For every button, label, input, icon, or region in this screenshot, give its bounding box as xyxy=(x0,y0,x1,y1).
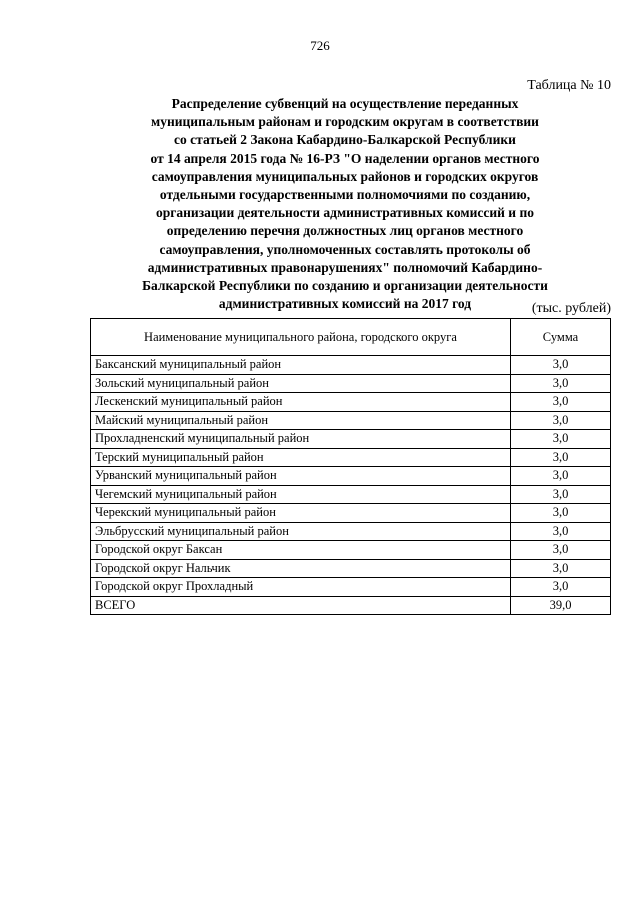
row-sum: 3,0 xyxy=(511,374,611,393)
row-name: Чегемский муниципальный район xyxy=(91,485,511,504)
table-row xyxy=(91,578,611,597)
row-name: Лескенский муниципальный район xyxy=(91,393,511,412)
table-row xyxy=(91,504,611,523)
title-line: отдельными государственными полномочиями по созданию, xyxy=(159,187,531,203)
table-row xyxy=(91,393,611,412)
row-sum: 3,0 xyxy=(511,356,611,375)
title-line: административных комиссий на 2017 год xyxy=(218,296,472,312)
row-sum: 3,0 xyxy=(511,522,611,541)
row-name: Майский муниципальный район xyxy=(91,411,511,430)
page-number: 726 xyxy=(310,38,330,53)
row-name: Городской округ Баксан xyxy=(91,541,511,560)
table-row xyxy=(91,522,611,541)
column-header-name: Наименование муниципального района, городского округа xyxy=(91,319,511,356)
table-row xyxy=(91,448,611,467)
table-row xyxy=(91,356,611,375)
row-name: Зольский муниципальный район xyxy=(91,374,511,393)
title-line: определению перечня должностных лиц органов местного xyxy=(166,223,524,239)
row-name: Урванский муниципальный район xyxy=(91,467,511,486)
table-header-row xyxy=(91,319,611,356)
title-line: Балкарской Республики по созданию и организации деятельности xyxy=(142,278,548,294)
row-sum: 3,0 xyxy=(511,485,611,504)
row-sum: 3,0 xyxy=(511,541,611,560)
table-row xyxy=(91,541,611,560)
title-line: самоуправления муниципальных районов и городских округов xyxy=(151,168,539,184)
table-row xyxy=(91,467,611,486)
total-label: ВСЕГО xyxy=(91,596,511,615)
row-sum: 3,0 xyxy=(511,393,611,412)
title-line: от 14 апреля 2015 года № 16-РЗ "О наделении органов местного xyxy=(150,150,540,166)
row-name: Эльбрусский муниципальный район xyxy=(91,522,511,541)
total-sum: 39,0 xyxy=(511,596,611,615)
title-line: муниципальным районам и городским округам в соответствии xyxy=(151,114,539,130)
row-sum: 3,0 xyxy=(511,504,611,523)
document-title xyxy=(90,95,600,313)
table-row xyxy=(91,430,611,449)
row-sum: 3,0 xyxy=(511,411,611,430)
title-line: организации деятельности административных комиссий и по xyxy=(156,205,534,221)
table-total-row xyxy=(91,596,611,615)
row-name: Баксанский муниципальный район xyxy=(91,356,511,375)
row-sum: 3,0 xyxy=(511,559,611,578)
row-sum: 3,0 xyxy=(511,430,611,449)
row-name: Городской округ Нальчик xyxy=(91,559,511,578)
table-row xyxy=(91,559,611,578)
units-label: (тыс. рублей) xyxy=(531,301,611,316)
table-row xyxy=(91,411,611,430)
subvention-table xyxy=(90,318,611,615)
table-row xyxy=(91,374,611,393)
title-line: самоуправления, уполномоченных составлять протоколы об xyxy=(159,241,531,257)
title-line: административных правонарушениях" полномочий Кабардино- xyxy=(147,259,543,275)
row-sum: 3,0 xyxy=(511,448,611,467)
column-header-sum: Сумма xyxy=(511,319,611,356)
table-row xyxy=(91,485,611,504)
row-sum: 3,0 xyxy=(511,578,611,597)
row-name: Городской округ Прохладный xyxy=(91,578,511,597)
row-name: Терский муниципальный район xyxy=(91,448,511,467)
row-sum: 3,0 xyxy=(511,467,611,486)
title-line: со статьей 2 Закона Кабардино-Балкарской Республики xyxy=(174,132,516,148)
row-name: Прохладненский муниципальный район xyxy=(91,430,511,449)
row-name: Черекский муниципальный район xyxy=(91,504,511,523)
title-line: Распределение субвенций на осуществление переданных xyxy=(171,96,519,111)
table-label: Таблица № 10 xyxy=(527,78,611,93)
